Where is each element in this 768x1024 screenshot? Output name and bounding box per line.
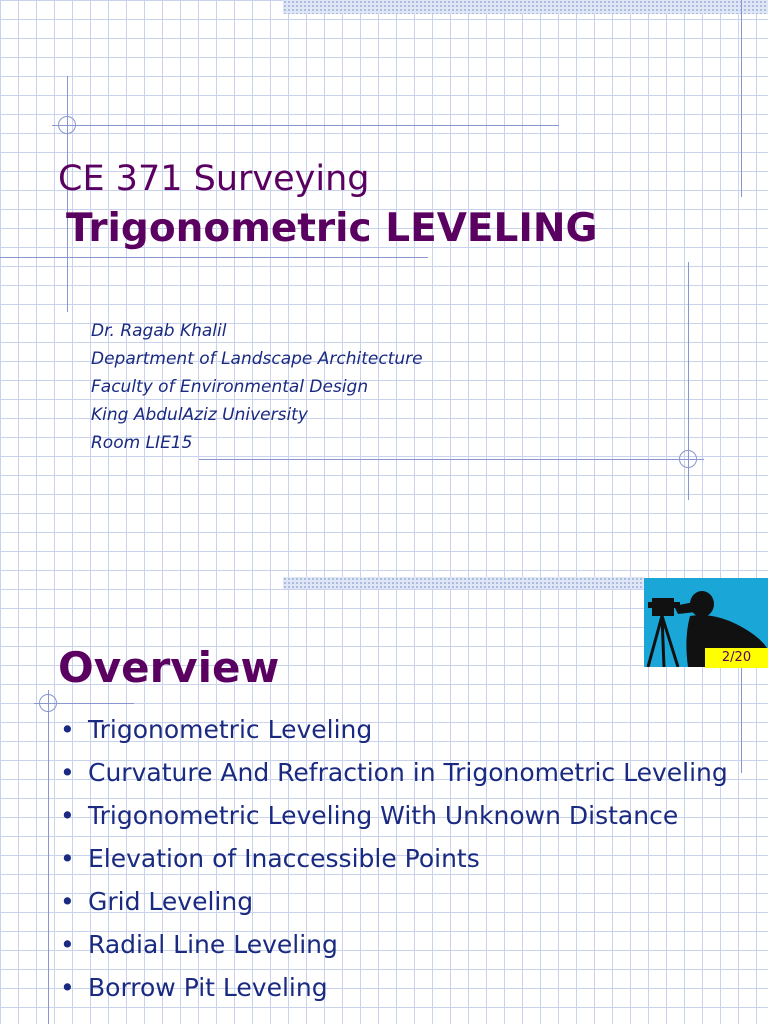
course-title: CE 371 Surveying (58, 159, 370, 199)
decor-vline-2 (741, 0, 742, 197)
overview-list (58, 712, 758, 1013)
bullet-dot-icon: • (60, 930, 75, 959)
list-item: • Borrow Pit Leveling (58, 970, 758, 1005)
author-faculty: Faculty of Environmental Design (91, 377, 369, 397)
bullet-dot-icon: • (60, 758, 75, 787)
decor-hline-1 (52, 125, 559, 126)
top-dotted-band (283, 0, 768, 14)
bullet-dot-icon: • (60, 973, 75, 1002)
overview-heading: Overview (58, 643, 280, 692)
author-name: Dr. Ragab Khalil (91, 321, 227, 341)
bullet-dot-icon: • (60, 844, 75, 873)
author-room: Room LIE15 (91, 433, 193, 453)
bullet-dot-icon: • (60, 801, 75, 830)
decor-hline-2 (0, 257, 428, 258)
page-number-badge: 2/20 (705, 648, 768, 668)
decor-hline-3 (199, 459, 704, 460)
list-item: • Trigonometric Leveling (58, 712, 758, 747)
crosshair-icon (58, 116, 76, 134)
decor-vline-5 (48, 690, 49, 1024)
list-item: • Trigonometric Leveling With Unknown Distance (58, 798, 758, 833)
middle-dotted-band (283, 577, 644, 589)
bullet-dot-icon: • (60, 715, 75, 744)
author-info (91, 317, 423, 457)
list-item: • Grid Leveling (58, 884, 758, 919)
crosshair-icon (679, 450, 697, 468)
list-item: • Elevation of Inaccessible Points (58, 841, 758, 876)
crosshair-icon (39, 694, 57, 712)
bullet-dot-icon: • (60, 887, 75, 916)
list-item: • Curvature And Refraction in Trigonometric Leveling (58, 755, 758, 790)
lecture-title: Trigonometric LEVELING (66, 206, 598, 251)
list-item: • Radial Line Leveling (58, 927, 758, 962)
author-department: Department of Landscape Architecture (91, 349, 423, 369)
author-university: King AbdulAziz University (91, 405, 308, 425)
